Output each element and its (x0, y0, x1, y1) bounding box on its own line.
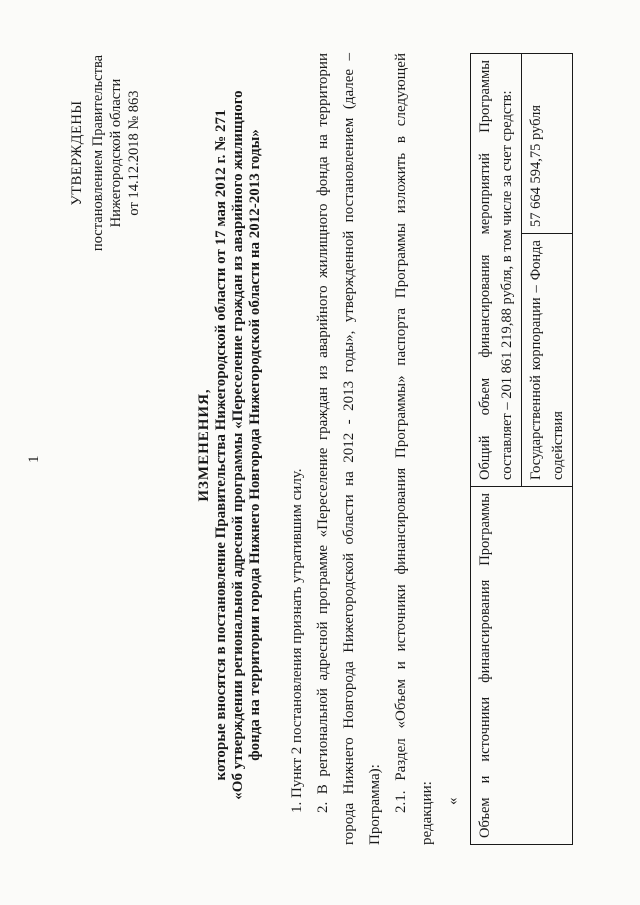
table-cell-fund-name: Государственной корпорации – Фонда содействия (522, 234, 573, 487)
title-line-1: которые вносятся в постановление Правительства Нижегородской области от 17 мая 2012 г. № 271 (213, 109, 229, 781)
paragraph-1: 1. Пункт 2 постановления признать утратившим силу. (289, 468, 305, 813)
table-cell-fund-amount: 57 664 594,75 рубля (522, 54, 573, 234)
approval-line-3: от 14.12.2018 № 863 (126, 90, 142, 216)
approval-stamp (68, 23, 143, 283)
paragraph-3: 2.1. Раздел «Объем и источники финансирования Программы» паспорта Программы изложить в следующей редакции: (393, 53, 435, 845)
table-row (471, 54, 522, 845)
title-line-2: «Об утверждении региональной адресной программы «Переселение граждан из аварийного жилищного (230, 90, 246, 800)
title-line-3: фонда на территории города Нижнего Новгорода Нижегородской области на 2012-2013 годы» (247, 129, 263, 761)
table-cell-total-funding: Общий объем финансирования мероприятий Программы составляет – 201 861 219,88 рубля, в том числе за счет средств: (471, 54, 522, 487)
table-cell-section-name: Объем и источники финансирования Программы (471, 487, 573, 845)
title-main: ИЗМЕНЕНИЯ, (196, 388, 212, 502)
approval-line-1: постановлением Правительства (90, 54, 106, 252)
document-title (196, 45, 264, 845)
body-text (284, 53, 440, 845)
approval-line-2: Нижегородской области (108, 78, 124, 228)
financing-table (470, 53, 573, 845)
page-number: 1 (26, 455, 42, 463)
approval-heading: УТВЕРЖДЕНЫ (69, 100, 85, 206)
paragraph-2: 2. В региональной адресной программе «Переселение граждан из аварийного жилищного фонда на территории города Нижнего Новгорода Нижегородской области на 2012 - 2013 годы», утвержденной постановлением (далее – Программа): (315, 53, 383, 845)
opening-quote: « (445, 797, 461, 805)
